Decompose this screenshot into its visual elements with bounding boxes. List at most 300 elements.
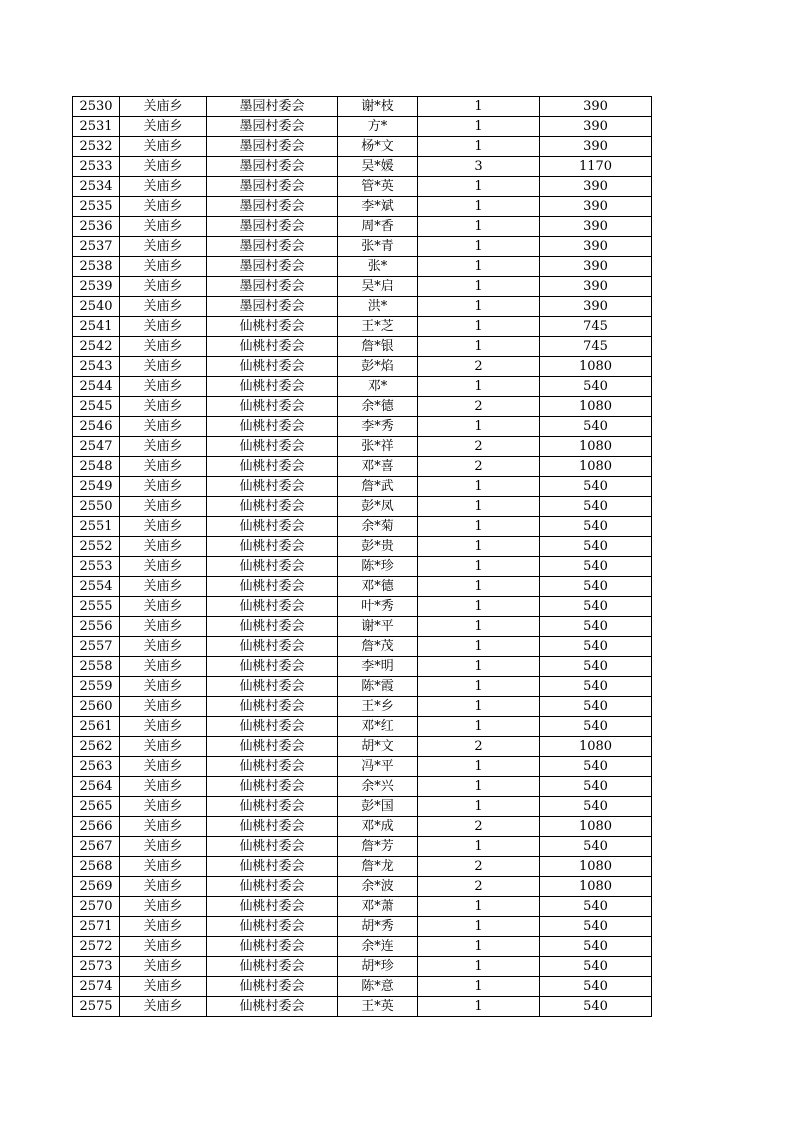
township-cell: 关庙乡 <box>120 837 207 857</box>
count-cell: 1 <box>418 377 540 397</box>
table-row <box>73 657 652 677</box>
name-cell: 叶*秀 <box>338 597 418 617</box>
row-number-cell: 2533 <box>73 157 120 177</box>
row-number-cell: 2568 <box>73 857 120 877</box>
village-committee-cell: 仙桃村委会 <box>207 737 338 757</box>
count-cell: 1 <box>418 597 540 617</box>
village-committee-cell: 仙桃村委会 <box>207 777 338 797</box>
amount-cell: 540 <box>540 497 652 517</box>
amount-cell: 390 <box>540 257 652 277</box>
name-cell: 陈*霞 <box>338 677 418 697</box>
township-cell: 关庙乡 <box>120 497 207 517</box>
count-cell: 1 <box>418 177 540 197</box>
township-cell: 关庙乡 <box>120 417 207 437</box>
count-cell: 2 <box>418 817 540 837</box>
table-row <box>73 737 652 757</box>
row-number-cell: 2544 <box>73 377 120 397</box>
name-cell: 张* <box>338 257 418 277</box>
township-cell: 关庙乡 <box>120 957 207 977</box>
count-cell: 1 <box>418 197 540 217</box>
row-number-cell: 2541 <box>73 317 120 337</box>
village-committee-cell: 仙桃村委会 <box>207 517 338 537</box>
count-cell: 1 <box>418 897 540 917</box>
table-row <box>73 437 652 457</box>
count-cell: 2 <box>418 877 540 897</box>
amount-cell: 1080 <box>540 457 652 477</box>
amount-cell: 540 <box>540 517 652 537</box>
row-number-cell: 2570 <box>73 897 120 917</box>
village-committee-cell: 仙桃村委会 <box>207 957 338 977</box>
name-cell: 管*英 <box>338 177 418 197</box>
amount-cell: 390 <box>540 197 652 217</box>
row-number-cell: 2560 <box>73 697 120 717</box>
table-row <box>73 237 652 257</box>
village-committee-cell: 仙桃村委会 <box>207 937 338 957</box>
township-cell: 关庙乡 <box>120 917 207 937</box>
village-committee-cell: 墨园村委会 <box>207 137 338 157</box>
township-cell: 关庙乡 <box>120 377 207 397</box>
township-cell: 关庙乡 <box>120 697 207 717</box>
row-number-cell: 2534 <box>73 177 120 197</box>
row-number-cell: 2559 <box>73 677 120 697</box>
table-row <box>73 417 652 437</box>
count-cell: 2 <box>418 397 540 417</box>
amount-cell: 540 <box>540 837 652 857</box>
row-number-cell: 2540 <box>73 297 120 317</box>
count-cell: 1 <box>418 517 540 537</box>
name-cell: 洪* <box>338 297 418 317</box>
table-row <box>73 177 652 197</box>
table-row <box>73 137 652 157</box>
name-cell: 彭*国 <box>338 797 418 817</box>
row-number-cell: 2557 <box>73 637 120 657</box>
village-committee-cell: 仙桃村委会 <box>207 457 338 477</box>
table-row <box>73 377 652 397</box>
row-number-cell: 2552 <box>73 537 120 557</box>
name-cell: 张*祥 <box>338 437 418 457</box>
township-cell: 关庙乡 <box>120 537 207 557</box>
township-cell: 关庙乡 <box>120 817 207 837</box>
name-cell: 詹*龙 <box>338 857 418 877</box>
row-number-cell: 2573 <box>73 957 120 977</box>
table-row <box>73 637 652 657</box>
amount-cell: 390 <box>540 117 652 137</box>
township-cell: 关庙乡 <box>120 357 207 377</box>
amount-cell: 540 <box>540 757 652 777</box>
table-row <box>73 597 652 617</box>
amount-cell: 540 <box>540 977 652 997</box>
amount-cell: 390 <box>540 277 652 297</box>
row-number-cell: 2546 <box>73 417 120 437</box>
township-cell: 关庙乡 <box>120 757 207 777</box>
row-number-cell: 2538 <box>73 257 120 277</box>
village-committee-cell: 仙桃村委会 <box>207 857 338 877</box>
row-number-cell: 2550 <box>73 497 120 517</box>
amount-cell: 745 <box>540 317 652 337</box>
amount-cell: 1080 <box>540 737 652 757</box>
table-row <box>73 677 652 697</box>
row-number-cell: 2555 <box>73 597 120 617</box>
row-number-cell: 2574 <box>73 977 120 997</box>
count-cell: 2 <box>418 357 540 377</box>
township-cell: 关庙乡 <box>120 457 207 477</box>
row-number-cell: 2536 <box>73 217 120 237</box>
table-row <box>73 477 652 497</box>
village-committee-cell: 仙桃村委会 <box>207 557 338 577</box>
village-committee-cell: 仙桃村委会 <box>207 917 338 937</box>
amount-cell: 540 <box>540 537 652 557</box>
table-row <box>73 957 652 977</box>
table-row <box>73 797 652 817</box>
village-committee-cell: 墨园村委会 <box>207 237 338 257</box>
township-cell: 关庙乡 <box>120 137 207 157</box>
amount-cell: 390 <box>540 177 652 197</box>
count-cell: 1 <box>418 657 540 677</box>
village-committee-cell: 仙桃村委会 <box>207 697 338 717</box>
name-cell: 方* <box>338 117 418 137</box>
row-number-cell: 2575 <box>73 997 120 1017</box>
village-committee-cell: 仙桃村委会 <box>207 597 338 617</box>
township-cell: 关庙乡 <box>120 297 207 317</box>
table-row <box>73 97 652 117</box>
count-cell: 1 <box>418 797 540 817</box>
amount-cell: 540 <box>540 717 652 737</box>
table-row <box>73 777 652 797</box>
township-cell: 关庙乡 <box>120 717 207 737</box>
row-number-cell: 2532 <box>73 137 120 157</box>
name-cell: 胡*秀 <box>338 917 418 937</box>
name-cell: 吴*媛 <box>338 157 418 177</box>
village-committee-cell: 墨园村委会 <box>207 217 338 237</box>
name-cell: 邓*萧 <box>338 897 418 917</box>
table-row <box>73 617 652 637</box>
count-cell: 1 <box>418 97 540 117</box>
table-row <box>73 757 652 777</box>
township-cell: 关庙乡 <box>120 277 207 297</box>
amount-cell: 1080 <box>540 857 652 877</box>
table-row <box>73 517 652 537</box>
township-cell: 关庙乡 <box>120 637 207 657</box>
amount-cell: 540 <box>540 617 652 637</box>
township-cell: 关庙乡 <box>120 897 207 917</box>
name-cell: 詹*银 <box>338 337 418 357</box>
amount-cell: 540 <box>540 597 652 617</box>
name-cell: 詹*茂 <box>338 637 418 657</box>
count-cell: 1 <box>418 557 540 577</box>
row-number-cell: 2571 <box>73 917 120 937</box>
table-row <box>73 117 652 137</box>
township-cell: 关庙乡 <box>120 157 207 177</box>
count-cell: 1 <box>418 677 540 697</box>
amount-cell: 540 <box>540 377 652 397</box>
name-cell: 胡*珍 <box>338 957 418 977</box>
township-cell: 关庙乡 <box>120 257 207 277</box>
village-committee-cell: 仙桃村委会 <box>207 337 338 357</box>
village-committee-cell: 仙桃村委会 <box>207 817 338 837</box>
township-cell: 关庙乡 <box>120 397 207 417</box>
count-cell: 1 <box>418 577 540 597</box>
table-row <box>73 157 652 177</box>
village-committee-cell: 墨园村委会 <box>207 297 338 317</box>
village-committee-cell: 仙桃村委会 <box>207 877 338 897</box>
amount-cell: 540 <box>540 917 652 937</box>
amount-cell: 1080 <box>540 437 652 457</box>
name-cell: 彭*凤 <box>338 497 418 517</box>
amount-cell: 540 <box>540 997 652 1017</box>
table-row <box>73 877 652 897</box>
name-cell: 陈*意 <box>338 977 418 997</box>
count-cell: 1 <box>418 117 540 137</box>
name-cell: 李*明 <box>338 657 418 677</box>
name-cell: 谢*平 <box>338 617 418 637</box>
township-cell: 关庙乡 <box>120 737 207 757</box>
name-cell: 李*秀 <box>338 417 418 437</box>
count-cell: 1 <box>418 917 540 937</box>
table-row <box>73 397 652 417</box>
name-cell: 吴*启 <box>338 277 418 297</box>
township-cell: 关庙乡 <box>120 237 207 257</box>
township-cell: 关庙乡 <box>120 177 207 197</box>
amount-cell: 540 <box>540 677 652 697</box>
township-cell: 关庙乡 <box>120 217 207 237</box>
table-row <box>73 997 652 1017</box>
township-cell: 关庙乡 <box>120 477 207 497</box>
table-row <box>73 337 652 357</box>
name-cell: 詹*武 <box>338 477 418 497</box>
township-cell: 关庙乡 <box>120 657 207 677</box>
amount-cell: 540 <box>540 897 652 917</box>
amount-cell: 540 <box>540 797 652 817</box>
count-cell: 1 <box>418 937 540 957</box>
count-cell: 1 <box>418 617 540 637</box>
row-number-cell: 2553 <box>73 557 120 577</box>
village-committee-cell: 仙桃村委会 <box>207 477 338 497</box>
township-cell: 关庙乡 <box>120 317 207 337</box>
row-number-cell: 2542 <box>73 337 120 357</box>
name-cell: 余*兴 <box>338 777 418 797</box>
row-number-cell: 2558 <box>73 657 120 677</box>
row-number-cell: 2569 <box>73 877 120 897</box>
table-body <box>73 97 652 1017</box>
table-row <box>73 837 652 857</box>
table-row <box>73 697 652 717</box>
name-cell: 王*英 <box>338 997 418 1017</box>
row-number-cell: 2551 <box>73 517 120 537</box>
count-cell: 1 <box>418 497 540 517</box>
village-committee-cell: 墨园村委会 <box>207 277 338 297</box>
amount-cell: 1170 <box>540 157 652 177</box>
township-cell: 关庙乡 <box>120 857 207 877</box>
count-cell: 1 <box>418 237 540 257</box>
amount-cell: 540 <box>540 557 652 577</box>
township-cell: 关庙乡 <box>120 97 207 117</box>
count-cell: 2 <box>418 437 540 457</box>
amount-cell: 540 <box>540 577 652 597</box>
row-number-cell: 2543 <box>73 357 120 377</box>
amount-cell: 390 <box>540 237 652 257</box>
village-committee-cell: 仙桃村委会 <box>207 797 338 817</box>
name-cell: 胡*文 <box>338 737 418 757</box>
row-number-cell: 2565 <box>73 797 120 817</box>
name-cell: 邓*德 <box>338 577 418 597</box>
village-committee-cell: 仙桃村委会 <box>207 577 338 597</box>
township-cell: 关庙乡 <box>120 117 207 137</box>
amount-cell: 540 <box>540 417 652 437</box>
name-cell: 杨*文 <box>338 137 418 157</box>
name-cell: 彭*贵 <box>338 537 418 557</box>
amount-cell: 390 <box>540 97 652 117</box>
village-committee-cell: 仙桃村委会 <box>207 897 338 917</box>
village-committee-cell: 仙桃村委会 <box>207 497 338 517</box>
row-number-cell: 2561 <box>73 717 120 737</box>
count-cell: 1 <box>418 257 540 277</box>
table-row <box>73 577 652 597</box>
amount-cell: 540 <box>540 477 652 497</box>
count-cell: 1 <box>418 757 540 777</box>
name-cell: 张*青 <box>338 237 418 257</box>
row-number-cell: 2572 <box>73 937 120 957</box>
amount-cell: 540 <box>540 777 652 797</box>
name-cell: 李*斌 <box>338 197 418 217</box>
row-number-cell: 2556 <box>73 617 120 637</box>
village-committee-cell: 仙桃村委会 <box>207 537 338 557</box>
table-row <box>73 197 652 217</box>
count-cell: 2 <box>418 737 540 757</box>
township-cell: 关庙乡 <box>120 597 207 617</box>
name-cell: 余*菊 <box>338 517 418 537</box>
amount-cell: 540 <box>540 657 652 677</box>
table-row <box>73 557 652 577</box>
village-committee-cell: 仙桃村委会 <box>207 717 338 737</box>
table-row <box>73 357 652 377</box>
row-number-cell: 2531 <box>73 117 120 137</box>
village-committee-cell: 仙桃村委会 <box>207 977 338 997</box>
count-cell: 1 <box>418 477 540 497</box>
township-cell: 关庙乡 <box>120 977 207 997</box>
township-cell: 关庙乡 <box>120 577 207 597</box>
count-cell: 2 <box>418 857 540 877</box>
data-table <box>72 96 652 1017</box>
amount-cell: 1080 <box>540 877 652 897</box>
count-cell: 1 <box>418 417 540 437</box>
township-cell: 关庙乡 <box>120 777 207 797</box>
village-committee-cell: 墨园村委会 <box>207 97 338 117</box>
name-cell: 邓*喜 <box>338 457 418 477</box>
count-cell: 2 <box>418 457 540 477</box>
count-cell: 3 <box>418 157 540 177</box>
name-cell: 余*连 <box>338 937 418 957</box>
amount-cell: 540 <box>540 637 652 657</box>
table-row <box>73 817 652 837</box>
row-number-cell: 2537 <box>73 237 120 257</box>
name-cell: 王*乡 <box>338 697 418 717</box>
table-row <box>73 217 652 237</box>
count-cell: 1 <box>418 317 540 337</box>
amount-cell: 540 <box>540 697 652 717</box>
table-row <box>73 277 652 297</box>
count-cell: 1 <box>418 297 540 317</box>
row-number-cell: 2563 <box>73 757 120 777</box>
row-number-cell: 2548 <box>73 457 120 477</box>
amount-cell: 390 <box>540 217 652 237</box>
amount-cell: 745 <box>540 337 652 357</box>
village-committee-cell: 墨园村委会 <box>207 197 338 217</box>
amount-cell: 390 <box>540 137 652 157</box>
count-cell: 1 <box>418 137 540 157</box>
amount-cell: 390 <box>540 297 652 317</box>
row-number-cell: 2535 <box>73 197 120 217</box>
row-number-cell: 2539 <box>73 277 120 297</box>
amount-cell: 1080 <box>540 397 652 417</box>
table-row <box>73 717 652 737</box>
township-cell: 关庙乡 <box>120 677 207 697</box>
row-number-cell: 2545 <box>73 397 120 417</box>
count-cell: 1 <box>418 977 540 997</box>
count-cell: 1 <box>418 717 540 737</box>
village-committee-cell: 仙桃村委会 <box>207 637 338 657</box>
village-committee-cell: 仙桃村委会 <box>207 417 338 437</box>
village-committee-cell: 仙桃村委会 <box>207 837 338 857</box>
name-cell: 余*波 <box>338 877 418 897</box>
count-cell: 1 <box>418 837 540 857</box>
village-committee-cell: 仙桃村委会 <box>207 757 338 777</box>
table-row <box>73 497 652 517</box>
township-cell: 关庙乡 <box>120 877 207 897</box>
table-row <box>73 977 652 997</box>
village-committee-cell: 墨园村委会 <box>207 177 338 197</box>
table-row <box>73 857 652 877</box>
name-cell: 谢*枝 <box>338 97 418 117</box>
township-cell: 关庙乡 <box>120 937 207 957</box>
name-cell: 王*芝 <box>338 317 418 337</box>
count-cell: 1 <box>418 777 540 797</box>
village-committee-cell: 仙桃村委会 <box>207 377 338 397</box>
table-row <box>73 537 652 557</box>
table-row <box>73 897 652 917</box>
count-cell: 1 <box>418 337 540 357</box>
village-committee-cell: 仙桃村委会 <box>207 997 338 1017</box>
village-committee-cell: 仙桃村委会 <box>207 437 338 457</box>
name-cell: 彭*焰 <box>338 357 418 377</box>
amount-cell: 1080 <box>540 817 652 837</box>
village-committee-cell: 仙桃村委会 <box>207 317 338 337</box>
village-committee-cell: 墨园村委会 <box>207 157 338 177</box>
township-cell: 关庙乡 <box>120 797 207 817</box>
count-cell: 1 <box>418 637 540 657</box>
count-cell: 1 <box>418 697 540 717</box>
count-cell: 1 <box>418 537 540 557</box>
table-row <box>73 917 652 937</box>
name-cell: 余*德 <box>338 397 418 417</box>
village-committee-cell: 仙桃村委会 <box>207 617 338 637</box>
name-cell: 邓*成 <box>338 817 418 837</box>
amount-cell: 1080 <box>540 357 652 377</box>
township-cell: 关庙乡 <box>120 617 207 637</box>
row-number-cell: 2562 <box>73 737 120 757</box>
name-cell: 陈*珍 <box>338 557 418 577</box>
name-cell: 冯*平 <box>338 757 418 777</box>
table-row <box>73 297 652 317</box>
amount-cell: 540 <box>540 957 652 977</box>
count-cell: 1 <box>418 217 540 237</box>
village-committee-cell: 仙桃村委会 <box>207 397 338 417</box>
village-committee-cell: 仙桃村委会 <box>207 677 338 697</box>
row-number-cell: 2567 <box>73 837 120 857</box>
row-number-cell: 2549 <box>73 477 120 497</box>
township-cell: 关庙乡 <box>120 437 207 457</box>
table-row <box>73 317 652 337</box>
village-committee-cell: 墨园村委会 <box>207 257 338 277</box>
